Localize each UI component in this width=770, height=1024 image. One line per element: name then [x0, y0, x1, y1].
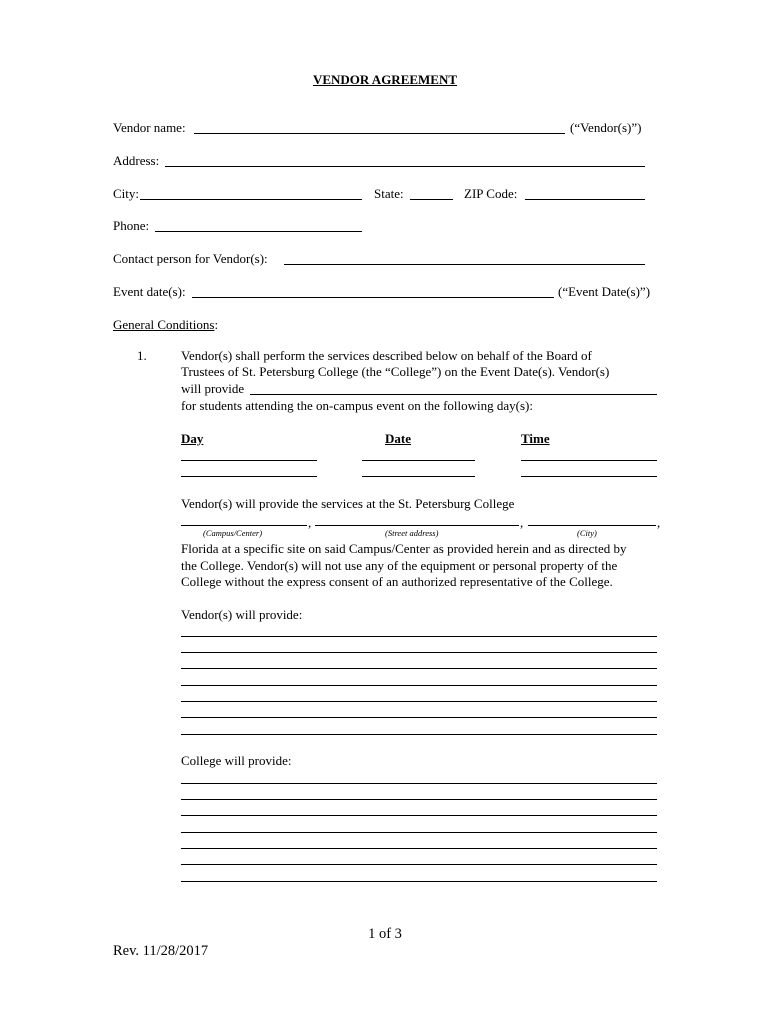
day-field-1[interactable] — [181, 460, 317, 461]
zip-field[interactable] — [525, 186, 645, 200]
college-provides-line-2[interactable] — [181, 799, 657, 800]
section-heading-text: General Conditions — [113, 317, 215, 332]
zip-label: ZIP Code: — [464, 186, 518, 201]
time-field-1[interactable] — [521, 460, 657, 461]
column-day: Day — [181, 431, 204, 446]
vendor-name-field[interactable] — [194, 120, 565, 134]
item1-line1: Vendor(s) shall perform the services described below on behalf of the Board of — [181, 348, 592, 363]
section-heading — [113, 317, 218, 333]
address-field[interactable] — [165, 153, 645, 167]
city-field[interactable] — [140, 186, 362, 200]
address-underline — [165, 166, 645, 167]
vendor-provides-line-3[interactable] — [181, 668, 657, 669]
zip-underline — [525, 199, 645, 200]
contact-underline — [284, 264, 645, 265]
date-field-1[interactable] — [362, 460, 475, 461]
state-underline — [410, 199, 453, 200]
phone-label: Phone: — [113, 218, 150, 233]
item1-line4: for students attending the on-campus event on the following day(s): — [181, 398, 534, 413]
college-provides-line-3[interactable] — [181, 815, 657, 816]
vendor-name-underline — [194, 133, 565, 134]
college-provides-line-1[interactable] — [181, 783, 657, 784]
section-heading-colon: : — [214, 317, 219, 332]
city-location-field[interactable] — [528, 525, 656, 526]
date-field-2[interactable] — [362, 476, 475, 477]
item1-line3: will provide — [181, 381, 245, 396]
vendor-provides-line-2[interactable] — [181, 652, 657, 653]
contact-label: Contact person for Vendor(s): — [113, 251, 268, 266]
day-field-2[interactable] — [181, 476, 317, 477]
item1-para1: Florida at a specific site on said Campus/Center as provided herein and as directed by — [181, 541, 627, 556]
event-dates-label: Event date(s): — [113, 284, 186, 299]
item1-line2: Trustees of St. Petersburg College (the “College”) on the Event Date(s). Vendor(s) — [181, 364, 610, 379]
event-dates-suffix: (“Event Date(s)”) — [558, 284, 651, 299]
city-label: City: — [113, 186, 140, 201]
services-field[interactable] — [250, 381, 657, 395]
contact-field[interactable] — [284, 251, 645, 265]
vendor-provides-line-4[interactable] — [181, 685, 657, 686]
caption-city: (City) — [577, 528, 597, 538]
vendor-provides-line-5[interactable] — [181, 701, 657, 702]
services-underline — [250, 394, 657, 395]
item1-para3: College without the express consent of an authorized representative of the College. — [181, 574, 613, 589]
campus-field[interactable] — [181, 525, 307, 526]
column-time: Time — [521, 431, 550, 446]
phone-field[interactable] — [155, 218, 362, 232]
comma-1: , — [308, 515, 312, 530]
vendor-provides-line-6[interactable] — [181, 717, 657, 718]
state-label: State: — [374, 186, 404, 201]
vendor-provides-line-7[interactable] — [181, 734, 657, 735]
college-provides-line-6[interactable] — [181, 864, 657, 865]
phone-underline — [155, 231, 362, 232]
event-dates-field[interactable] — [192, 284, 554, 298]
page-number: 1 of 3 — [368, 926, 402, 942]
item-number: 1. — [137, 348, 147, 363]
time-field-2[interactable] — [521, 476, 657, 477]
vendor-provides-line-1[interactable] — [181, 636, 657, 637]
college-provides-line-7[interactable] — [181, 881, 657, 882]
comma-3: , — [657, 515, 661, 530]
vendor-provides-label: Vendor(s) will provide: — [181, 607, 303, 622]
column-date: Date — [385, 431, 411, 446]
caption-street: (Street address) — [385, 528, 439, 538]
comma-2: , — [520, 515, 524, 530]
revision-date: Rev. 11/28/2017 — [113, 943, 209, 959]
state-field[interactable] — [410, 186, 453, 200]
street-field[interactable] — [315, 525, 519, 526]
college-provides-line-5[interactable] — [181, 848, 657, 849]
college-provides-label: College will provide: — [181, 753, 292, 768]
document-title: VENDOR AGREEMENT — [312, 72, 458, 87]
item1-para2: the College. Vendor(s) will not use any of the equipment or personal property of the — [181, 558, 618, 573]
vendor-name-label: Vendor name: — [113, 120, 186, 135]
event-dates-underline — [192, 297, 554, 298]
caption-campus: (Campus/Center) — [203, 528, 263, 538]
address-label: Address: — [113, 153, 160, 168]
vendor-name-suffix: (“Vendor(s)”) — [570, 120, 642, 135]
college-provides-line-4[interactable] — [181, 832, 657, 833]
city-underline — [140, 199, 362, 200]
location-line: Vendor(s) will provide the services at the St. Petersburg College — [181, 496, 515, 511]
